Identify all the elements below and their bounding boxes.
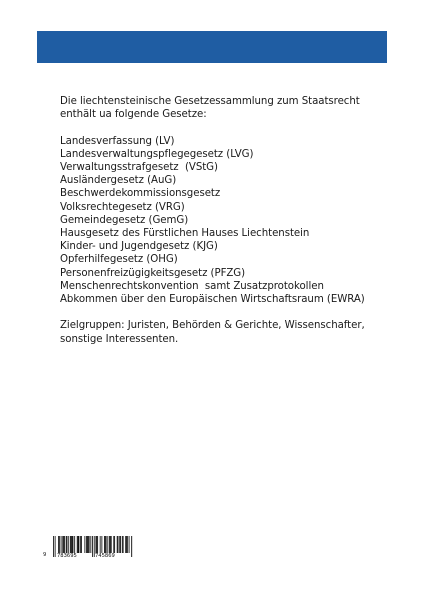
barcode-bar [71, 536, 72, 553]
barcode-bar [120, 536, 121, 553]
barcode-bar [70, 536, 71, 553]
barcode-bar [53, 536, 54, 557]
barcode-bar [80, 536, 81, 553]
barcode-bar [77, 536, 78, 553]
barcode-bar [73, 536, 74, 553]
barcode-bar [79, 536, 80, 553]
barcode-bar [67, 536, 68, 553]
law-item: Personenfreizügigkeitsgesetz (PFZG) [60, 267, 246, 279]
target-groups-paragraph: Zielgruppen: Juristen, Behörden & Gerichte, Wissenschafter, sonstige Interessenten. [60, 320, 365, 345]
barcode-bar [78, 536, 79, 553]
barcode-bar [63, 536, 64, 553]
barcode-bar [55, 536, 56, 557]
barcode-bar [89, 536, 90, 553]
barcode-bar [81, 536, 82, 553]
barcode-bar [106, 536, 107, 553]
barcode-bar [122, 536, 123, 553]
barcode-bar [119, 536, 120, 553]
law-list [60, 135, 390, 307]
barcode-bar [58, 536, 59, 553]
law-item: Abkommen über den Europäischen Wirtschaftsraum (EWRA) [60, 294, 365, 306]
barcode-bar [72, 536, 73, 553]
barcode-bar [107, 536, 108, 553]
law-item: Landesverwaltungspflegegesetz (LVG) [60, 148, 254, 160]
law-item: Gemeindegesetz (GemG) [60, 214, 189, 226]
barcode-first-digit: 9 [43, 552, 47, 558]
intro-paragraph: Die liechtensteinische Gesetzessammlung zum Staatsrecht enthält ua folgende Gesetze: [60, 96, 360, 121]
barcode-bar [113, 536, 114, 553]
law-item: Hausgesetz des Fürstlichen Hauses Liechtenstein [60, 228, 310, 240]
barcode-bar [105, 536, 106, 553]
barcode-bar [66, 536, 67, 553]
law-item: Verwaltungsstrafgesetz (VStG) [60, 162, 218, 173]
barcode-digits-left: 783695 [57, 553, 77, 559]
barcode-bar [96, 536, 97, 553]
barcode-bar [96, 536, 97, 553]
barcode-bar [126, 536, 127, 553]
barcode-bar [64, 536, 65, 553]
barcode-bar [110, 536, 111, 553]
barcode-bar [111, 536, 112, 553]
barcode-bar [123, 536, 124, 553]
header-band [37, 31, 387, 63]
barcode-bar [131, 536, 132, 557]
barcode-bar [90, 536, 91, 553]
barcode-bar [59, 536, 60, 553]
barcode-bar [97, 536, 98, 553]
law-item: Volksrechtegesetz (VRG) [60, 201, 185, 213]
barcode-bar [104, 536, 105, 553]
law-item: Landesverfassung (LV) [60, 135, 175, 147]
barcode-bar [88, 536, 89, 553]
law-item: Menschenrechtskonvention samt Zusatzprotokollen [60, 280, 324, 292]
barcode-bar [74, 536, 75, 553]
law-item: Kinder- und Jugendgesetz (KJG) [60, 241, 218, 253]
barcode-bar [100, 536, 101, 553]
barcode-bar [127, 536, 128, 553]
barcode-bar [109, 536, 110, 553]
barcode-bar [92, 536, 93, 557]
description-text [60, 95, 390, 346]
isbn-barcode [43, 536, 135, 558]
barcode-digits-right: 745869 [95, 553, 115, 559]
barcode-bar [118, 536, 119, 553]
barcode-bar [114, 536, 115, 553]
law-item: Opferhilfegesetz (OHG) [60, 254, 178, 266]
barcode-bar [87, 536, 88, 553]
barcode-bar [68, 536, 69, 553]
barcode-bar [117, 536, 118, 553]
law-item: Ausländergesetz (AuG) [60, 175, 177, 187]
barcode-bar [86, 536, 87, 553]
barcode-bar [62, 536, 63, 553]
barcode-bar [129, 536, 130, 553]
barcode-bar [101, 536, 102, 553]
barcode-bar [61, 536, 62, 553]
law-item: Beschwerdekommissionsgesetz [60, 188, 221, 200]
barcode-bar [125, 536, 126, 553]
barcode-bar [84, 536, 85, 553]
